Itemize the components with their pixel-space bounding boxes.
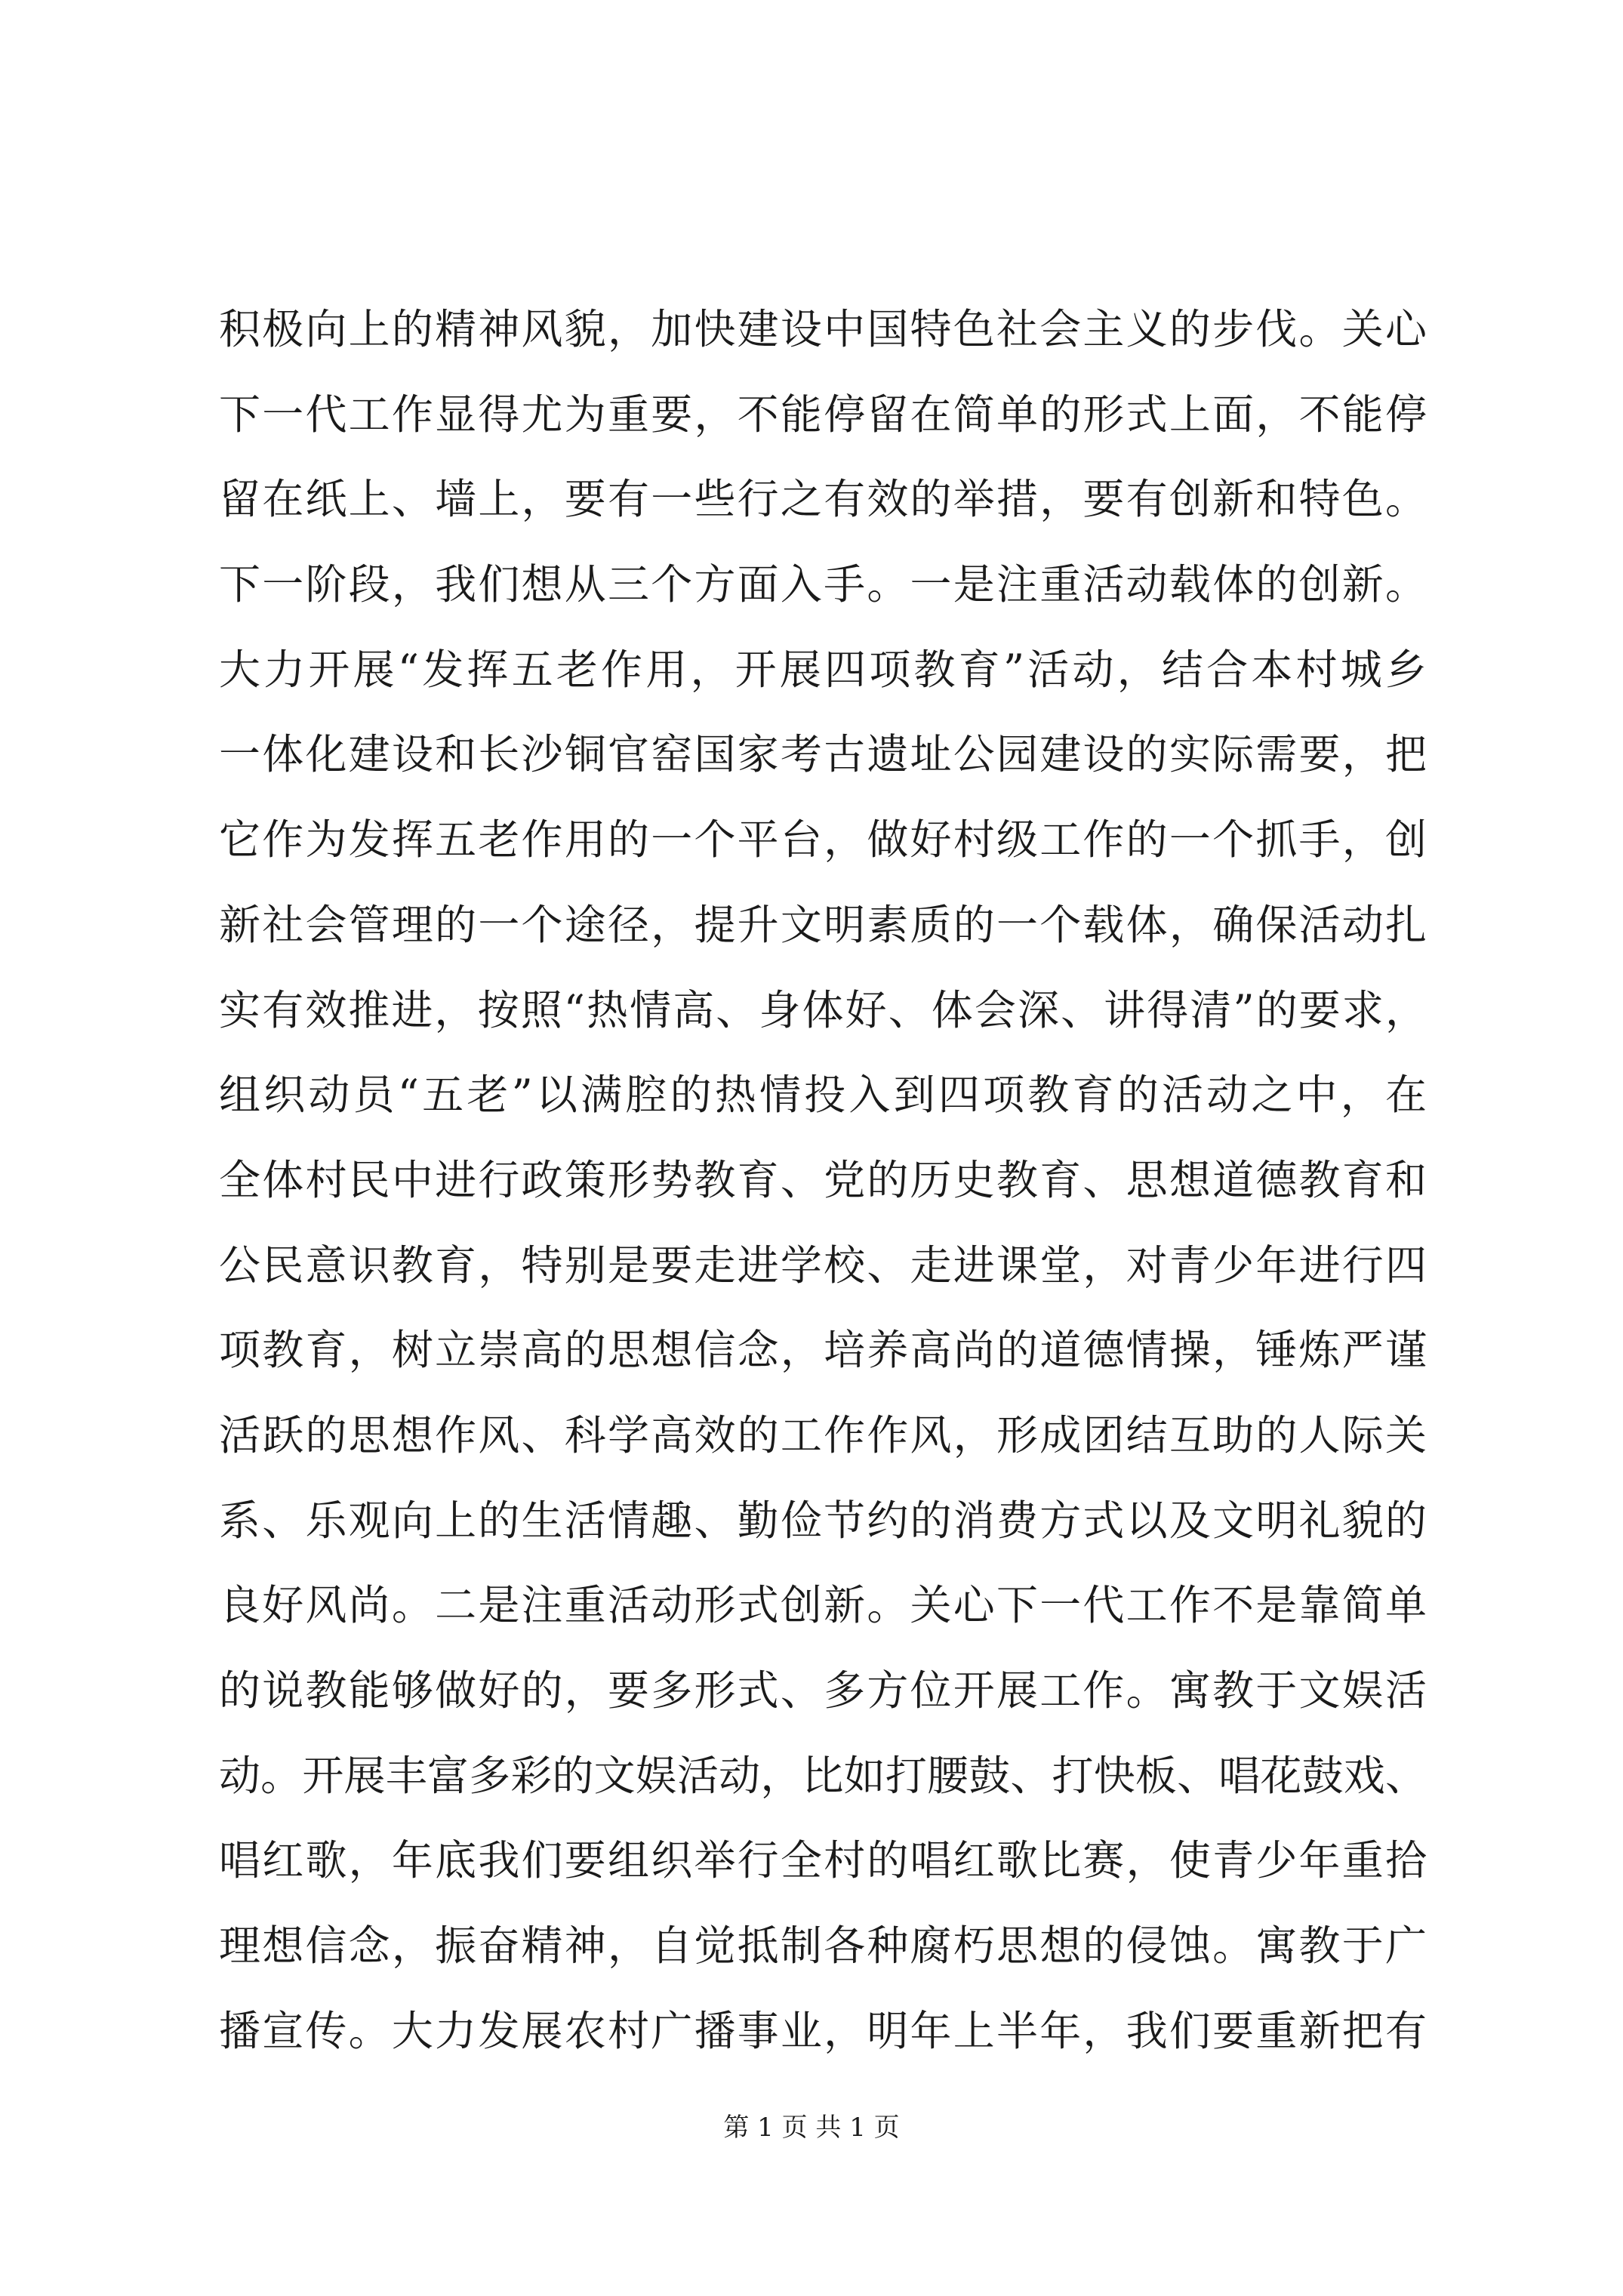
text-line: 下一阶段，我们想从三个方面入手。一是注重活动载体的创新。 [219, 560, 1427, 609]
text-line: 全体村民中进行政策形势教育、党的历史教育、思想道德教育和 [219, 1155, 1427, 1204]
text-line: 良好风尚。二是注重活动形式创新。关心下一代工作不是靠简单 [219, 1581, 1427, 1630]
text-line: 下一代工作显得尤为重要，不能停留在简单的形式上面，不能停 [219, 390, 1427, 439]
text-line: 唱红歌，年底我们要组织举行全村的唱红歌比赛，使青少年重拾 [219, 1836, 1427, 1885]
text-line: 一体化建设和长沙铜官窑国家考古遗址公园建设的实际需要，把 [219, 730, 1427, 779]
text-line: 的说教能够做好的，要多形式、多方位开展工作。寓教于文娱活 [219, 1666, 1427, 1715]
text-line: 播宣传。大力发展农村广播事业，明年上半年，我们要重新把有 [219, 2006, 1427, 2055]
text-line: 组织动员“五老”以满腔的热情投入到四项教育的活动之中，在 [219, 1071, 1427, 1120]
text-line: 公民意识教育，特别是要走进学校、走进课堂，对青少年进行四 [219, 1240, 1427, 1290]
text-line: 理想信念，振奋精神，自觉抵制各种腐朽思想的侵蚀。寓教于广 [219, 1922, 1427, 1971]
text-line: 大力开展“发挥五老作用，开展四项教育”活动，结合本村城乡 [219, 645, 1427, 694]
text-line: 动。开展丰富多彩的文娱活动，比如打腰鼓、打快板、唱花鼓戏、 [219, 1751, 1427, 1800]
text-line: 它作为发挥五老作用的一个平台，做好村级工作的一个抓手，创 [219, 815, 1427, 864]
text-line: 项教育，树立崇高的思想信念，培养高尚的道德情操，锤炼严谨 [219, 1326, 1427, 1375]
text-line: 系、乐观向上的生活情趣、勤俭节约的消费方式以及文明礼貌的 [219, 1496, 1427, 1545]
text-line: 活跃的思想作风、科学高效的工作作风，形成团结互助的人际关 [219, 1410, 1427, 1459]
text-line: 实有效推进，按照“热情高、身体好、体会深、讲得清”的要求， [219, 985, 1427, 1034]
page-number: 第 1 页 共 1 页 [723, 2113, 900, 2143]
text-line: 积极向上的精神风貌，加快建设中国特色社会主义的步伐。关心 [219, 305, 1427, 353]
text-line: 新社会管理的一个途径，提升文明素质的一个载体，确保活动扎 [219, 900, 1427, 949]
text-line: 留在纸上、墙上，要有一些行之有效的举措，要有创新和特色。 [219, 475, 1427, 524]
page-footer [0, 2106, 1623, 2143]
body-text [219, 287, 1427, 2073]
